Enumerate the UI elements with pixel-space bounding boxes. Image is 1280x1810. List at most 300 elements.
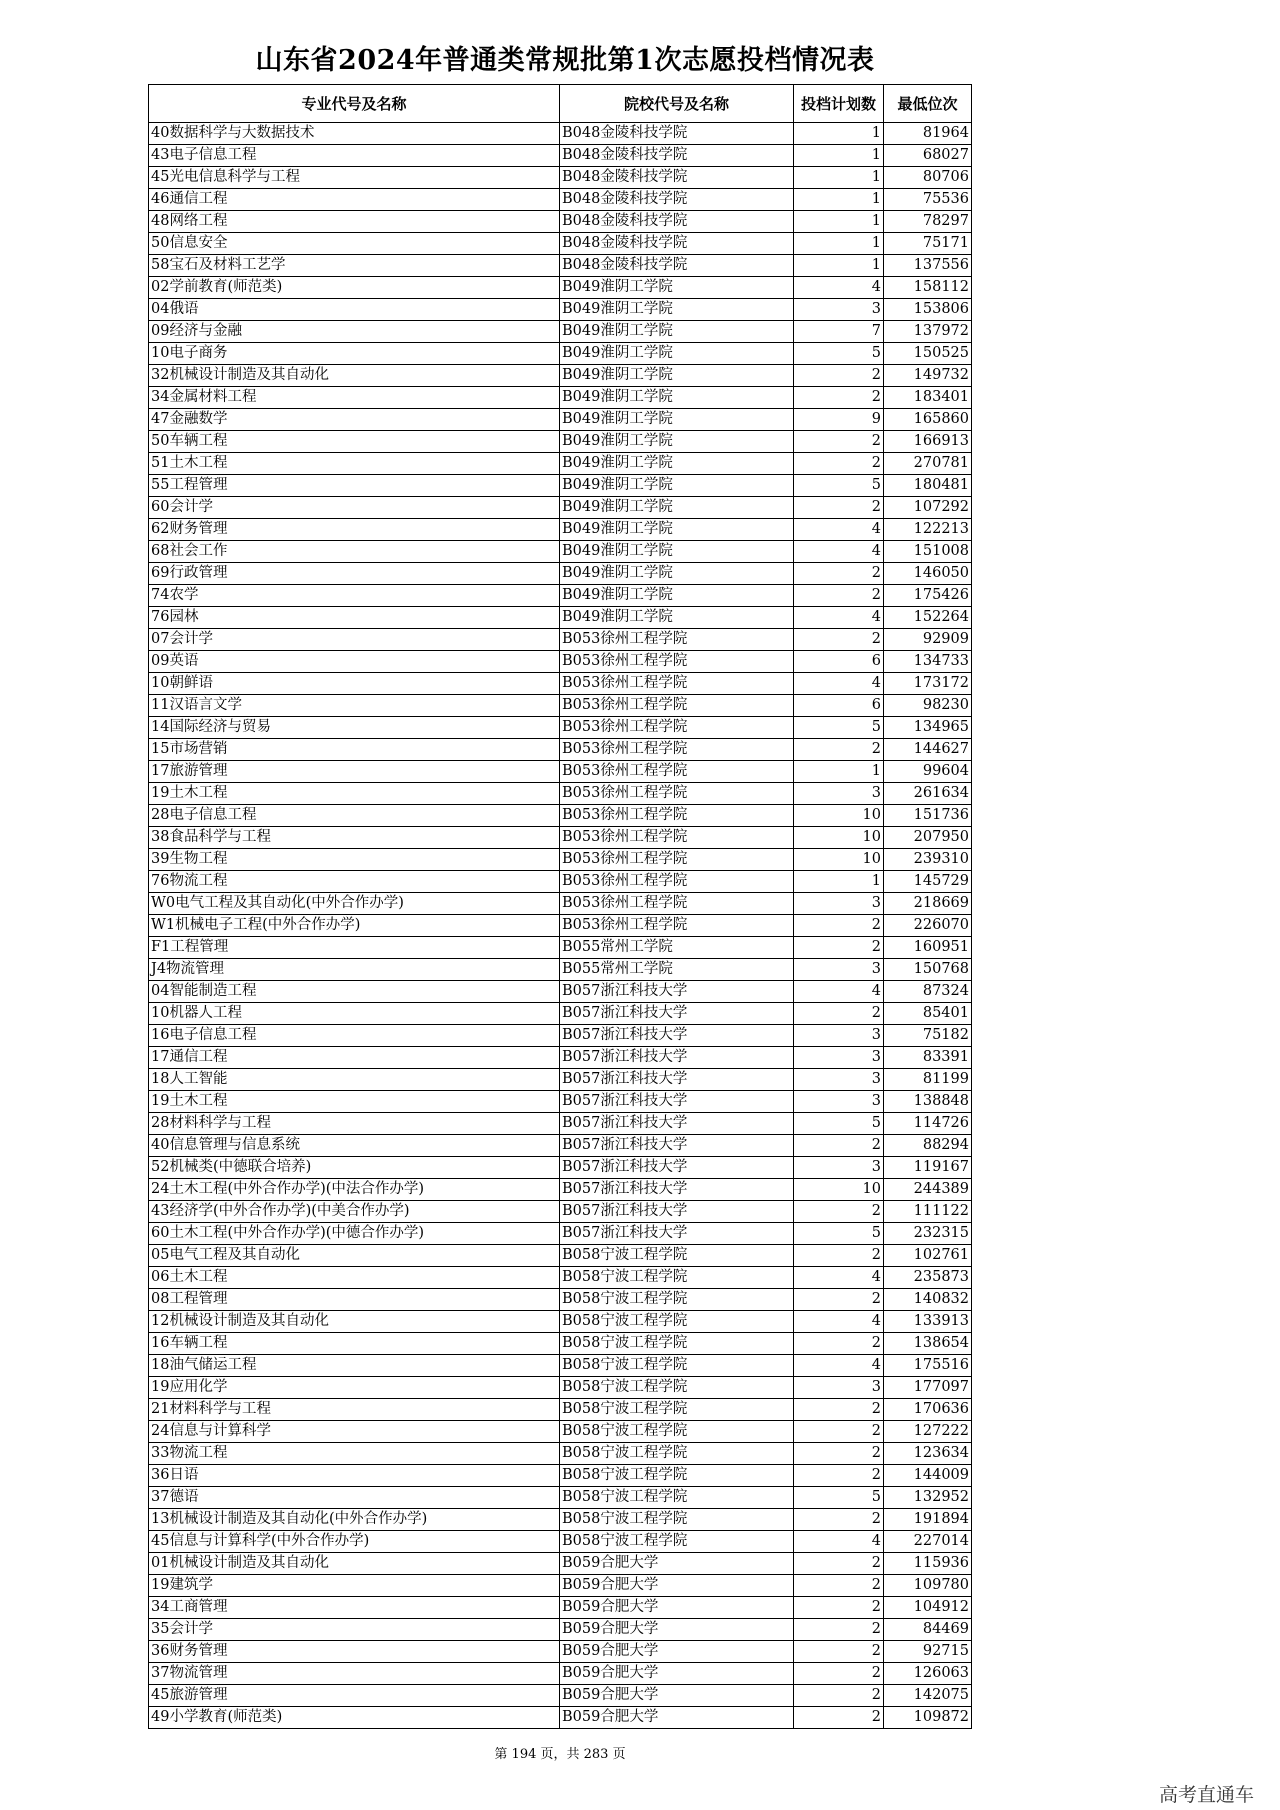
school-cell: B057浙江科技大学	[560, 1025, 794, 1047]
major-cell: 19土木工程	[149, 1091, 560, 1113]
school-cell: B049淮阴工学院	[560, 321, 794, 343]
table-row	[149, 1245, 972, 1267]
plan-count-cell: 2	[794, 1553, 884, 1575]
table-row	[149, 959, 972, 981]
table-row	[149, 321, 972, 343]
major-cell: 04俄语	[149, 299, 560, 321]
plan-count-cell: 2	[794, 1619, 884, 1641]
major-cell: 10朝鲜语	[149, 673, 560, 695]
table-row	[149, 1685, 972, 1707]
table-row	[149, 1091, 972, 1113]
plan-count-cell: 2	[794, 563, 884, 585]
table-row	[149, 981, 972, 1003]
table-row	[149, 1157, 972, 1179]
header-min-rank: 最低位次	[884, 85, 972, 123]
table-row	[149, 409, 972, 431]
min-rank-cell: 88294	[884, 1135, 972, 1157]
plan-count-cell: 2	[794, 1597, 884, 1619]
plan-count-cell: 9	[794, 409, 884, 431]
school-cell: B048金陵科技学院	[560, 145, 794, 167]
major-cell: 17旅游管理	[149, 761, 560, 783]
watermark: 高考直通车	[1158, 1784, 1254, 1806]
plan-count-cell: 1	[794, 189, 884, 211]
plan-count-cell: 2	[794, 1003, 884, 1025]
school-cell: B049淮阴工学院	[560, 475, 794, 497]
plan-count-cell: 3	[794, 1047, 884, 1069]
plan-count-cell: 3	[794, 959, 884, 981]
table-body	[149, 123, 972, 1729]
min-rank-cell: 152264	[884, 607, 972, 629]
school-cell: B059合肥大学	[560, 1597, 794, 1619]
major-cell: 49小学教育(师范类)	[149, 1707, 560, 1729]
table-row	[149, 189, 972, 211]
school-cell: B058宁波工程学院	[560, 1355, 794, 1377]
header-major: 专业代号及名称	[149, 85, 560, 123]
min-rank-cell: 151736	[884, 805, 972, 827]
major-cell: 21材料科学与工程	[149, 1399, 560, 1421]
school-cell: B059合肥大学	[560, 1641, 794, 1663]
min-rank-cell: 78297	[884, 211, 972, 233]
school-cell: B057浙江科技大学	[560, 1113, 794, 1135]
plan-count-cell: 2	[794, 739, 884, 761]
school-cell: B053徐州工程学院	[560, 893, 794, 915]
min-rank-cell: 104912	[884, 1597, 972, 1619]
table-row	[149, 1003, 972, 1025]
school-cell: B053徐州工程学院	[560, 783, 794, 805]
plan-count-cell: 1	[794, 871, 884, 893]
min-rank-cell: 261634	[884, 783, 972, 805]
major-cell: 07会计学	[149, 629, 560, 651]
plan-count-cell: 2	[794, 453, 884, 475]
table-row	[149, 717, 972, 739]
school-cell: B057浙江科技大学	[560, 1047, 794, 1069]
plan-count-cell: 2	[794, 1399, 884, 1421]
school-cell: B048金陵科技学院	[560, 123, 794, 145]
table-row	[149, 563, 972, 585]
school-cell: B053徐州工程学院	[560, 673, 794, 695]
plan-count-cell: 4	[794, 1311, 884, 1333]
major-cell: 43经济学(中外合作办学)(中美合作办学)	[149, 1201, 560, 1223]
plan-count-cell: 1	[794, 211, 884, 233]
table-row	[149, 673, 972, 695]
school-cell: B049淮阴工学院	[560, 387, 794, 409]
min-rank-cell: 239310	[884, 849, 972, 871]
min-rank-cell: 150525	[884, 343, 972, 365]
major-cell: 46通信工程	[149, 189, 560, 211]
min-rank-cell: 75182	[884, 1025, 972, 1047]
plan-count-cell: 5	[794, 1487, 884, 1509]
plan-count-cell: 2	[794, 1509, 884, 1531]
min-rank-cell: 144009	[884, 1465, 972, 1487]
plan-count-cell: 2	[794, 1443, 884, 1465]
min-rank-cell: 68027	[884, 145, 972, 167]
min-rank-cell: 207950	[884, 827, 972, 849]
major-cell: 13机械设计制造及其自动化(中外合作办学)	[149, 1509, 560, 1531]
major-cell: 34金属材料工程	[149, 387, 560, 409]
major-cell: 37物流管理	[149, 1663, 560, 1685]
school-cell: B053徐州工程学院	[560, 849, 794, 871]
school-cell: B058宁波工程学院	[560, 1531, 794, 1553]
plan-count-cell: 3	[794, 783, 884, 805]
min-rank-cell: 138654	[884, 1333, 972, 1355]
major-cell: 19土木工程	[149, 783, 560, 805]
min-rank-cell: 133913	[884, 1311, 972, 1333]
min-rank-cell: 177097	[884, 1377, 972, 1399]
table-row	[149, 541, 972, 563]
plan-count-cell: 3	[794, 893, 884, 915]
min-rank-cell: 75171	[884, 233, 972, 255]
major-cell: 55工程管理	[149, 475, 560, 497]
plan-count-cell: 4	[794, 1355, 884, 1377]
table-row	[149, 145, 972, 167]
plan-count-cell: 5	[794, 343, 884, 365]
table-row	[149, 431, 972, 453]
table-row	[149, 1311, 972, 1333]
major-cell: 45信息与计算科学(中外合作办学)	[149, 1531, 560, 1553]
major-cell: 47金融数学	[149, 409, 560, 431]
school-cell: B049淮阴工学院	[560, 585, 794, 607]
plan-count-cell: 2	[794, 1575, 884, 1597]
table-row	[149, 1443, 972, 1465]
school-cell: B059合肥大学	[560, 1553, 794, 1575]
major-cell: 06土木工程	[149, 1267, 560, 1289]
page-title: 山东省2024年普通类常规批第1次志愿投档情况表	[255, 45, 875, 76]
plan-count-cell: 3	[794, 299, 884, 321]
table-row	[149, 761, 972, 783]
min-rank-cell: 140832	[884, 1289, 972, 1311]
admission-table	[148, 84, 972, 1729]
major-cell: 04智能制造工程	[149, 981, 560, 1003]
major-cell: W0电气工程及其自动化(中外合作办学)	[149, 893, 560, 915]
plan-count-cell: 10	[794, 849, 884, 871]
min-rank-cell: 81964	[884, 123, 972, 145]
major-cell: 68社会工作	[149, 541, 560, 563]
major-cell: 45光电信息科学与工程	[149, 167, 560, 189]
school-cell: B053徐州工程学院	[560, 717, 794, 739]
min-rank-cell: 150768	[884, 959, 972, 981]
school-cell: B058宁波工程学院	[560, 1465, 794, 1487]
min-rank-cell: 119167	[884, 1157, 972, 1179]
min-rank-cell: 109872	[884, 1707, 972, 1729]
min-rank-cell: 151008	[884, 541, 972, 563]
school-cell: B055常州工学院	[560, 937, 794, 959]
table-header-row	[149, 85, 972, 123]
table-row	[149, 1377, 972, 1399]
table-row	[149, 1135, 972, 1157]
major-cell: 60土木工程(中外合作办学)(中德合作办学)	[149, 1223, 560, 1245]
school-cell: B059合肥大学	[560, 1663, 794, 1685]
major-cell: 45旅游管理	[149, 1685, 560, 1707]
min-rank-cell: 235873	[884, 1267, 972, 1289]
major-cell: 10电子商务	[149, 343, 560, 365]
plan-count-cell: 4	[794, 277, 884, 299]
min-rank-cell: 115936	[884, 1553, 972, 1575]
min-rank-cell: 80706	[884, 167, 972, 189]
min-rank-cell: 85401	[884, 1003, 972, 1025]
plan-count-cell: 2	[794, 629, 884, 651]
table-row	[149, 783, 972, 805]
plan-count-cell: 2	[794, 1685, 884, 1707]
min-rank-cell: 180481	[884, 475, 972, 497]
major-cell: 58宝石及材料工艺学	[149, 255, 560, 277]
plan-count-cell: 1	[794, 233, 884, 255]
major-cell: 18油气储运工程	[149, 1355, 560, 1377]
table-row	[149, 585, 972, 607]
school-cell: B049淮阴工学院	[560, 431, 794, 453]
plan-count-cell: 4	[794, 1267, 884, 1289]
major-cell: 62财务管理	[149, 519, 560, 541]
min-rank-cell: 160951	[884, 937, 972, 959]
school-cell: B048金陵科技学院	[560, 189, 794, 211]
school-cell: B053徐州工程学院	[560, 695, 794, 717]
school-cell: B049淮阴工学院	[560, 497, 794, 519]
min-rank-cell: 270781	[884, 453, 972, 475]
plan-count-cell: 2	[794, 1245, 884, 1267]
min-rank-cell: 75536	[884, 189, 972, 211]
min-rank-cell: 166913	[884, 431, 972, 453]
min-rank-cell: 122213	[884, 519, 972, 541]
plan-count-cell: 2	[794, 1641, 884, 1663]
table-row	[149, 1619, 972, 1641]
min-rank-cell: 227014	[884, 1531, 972, 1553]
plan-count-cell: 2	[794, 1707, 884, 1729]
table-row	[149, 1223, 972, 1245]
school-cell: B053徐州工程学院	[560, 739, 794, 761]
plan-count-cell: 5	[794, 1223, 884, 1245]
min-rank-cell: 170636	[884, 1399, 972, 1421]
plan-count-cell: 3	[794, 1069, 884, 1091]
major-cell: 08工程管理	[149, 1289, 560, 1311]
plan-count-cell: 3	[794, 1091, 884, 1113]
plan-count-cell: 7	[794, 321, 884, 343]
school-cell: B053徐州工程学院	[560, 761, 794, 783]
plan-count-cell: 1	[794, 145, 884, 167]
major-cell: 37德语	[149, 1487, 560, 1509]
plan-count-cell: 5	[794, 475, 884, 497]
school-cell: B049淮阴工学院	[560, 409, 794, 431]
min-rank-cell: 132952	[884, 1487, 972, 1509]
plan-count-cell: 2	[794, 1465, 884, 1487]
header-school: 院校代号及名称	[560, 85, 794, 123]
major-cell: 34工商管理	[149, 1597, 560, 1619]
min-rank-cell: 123634	[884, 1443, 972, 1465]
school-cell: B049淮阴工学院	[560, 277, 794, 299]
major-cell: 50信息安全	[149, 233, 560, 255]
plan-count-cell: 1	[794, 761, 884, 783]
major-cell: 51土木工程	[149, 453, 560, 475]
school-cell: B049淮阴工学院	[560, 343, 794, 365]
min-rank-cell: 127222	[884, 1421, 972, 1443]
major-cell: 10机器人工程	[149, 1003, 560, 1025]
min-rank-cell: 111122	[884, 1201, 972, 1223]
min-rank-cell: 92909	[884, 629, 972, 651]
major-cell: 24土木工程(中外合作办学)(中法合作办学)	[149, 1179, 560, 1201]
table-row	[149, 1509, 972, 1531]
school-cell: B058宁波工程学院	[560, 1377, 794, 1399]
plan-count-cell: 6	[794, 651, 884, 673]
plan-count-cell: 2	[794, 1201, 884, 1223]
table-row	[149, 519, 972, 541]
table-row	[149, 629, 972, 651]
major-cell: 09英语	[149, 651, 560, 673]
major-cell: F1工程管理	[149, 937, 560, 959]
min-rank-cell: 145729	[884, 871, 972, 893]
plan-count-cell: 2	[794, 585, 884, 607]
major-cell: 02学前教育(师范类)	[149, 277, 560, 299]
major-cell: 16车辆工程	[149, 1333, 560, 1355]
major-cell: 76园林	[149, 607, 560, 629]
school-cell: B058宁波工程学院	[560, 1267, 794, 1289]
table-row	[149, 1641, 972, 1663]
major-cell: 38食品科学与工程	[149, 827, 560, 849]
major-cell: J4物流管理	[149, 959, 560, 981]
major-cell: 18人工智能	[149, 1069, 560, 1091]
major-cell: 69行政管理	[149, 563, 560, 585]
school-cell: B048金陵科技学院	[560, 167, 794, 189]
major-cell: 17通信工程	[149, 1047, 560, 1069]
table-row	[149, 1531, 972, 1553]
major-cell: 01机械设计制造及其自动化	[149, 1553, 560, 1575]
plan-count-cell: 4	[794, 541, 884, 563]
school-cell: B057浙江科技大学	[560, 1157, 794, 1179]
school-cell: B058宁波工程学院	[560, 1443, 794, 1465]
plan-count-cell: 2	[794, 365, 884, 387]
school-cell: B057浙江科技大学	[560, 1135, 794, 1157]
major-cell: 15市场营销	[149, 739, 560, 761]
school-cell: B049淮阴工学院	[560, 541, 794, 563]
school-cell: B058宁波工程学院	[560, 1289, 794, 1311]
min-rank-cell: 244389	[884, 1179, 972, 1201]
school-cell: B058宁波工程学院	[560, 1421, 794, 1443]
min-rank-cell: 183401	[884, 387, 972, 409]
major-cell: 48网络工程	[149, 211, 560, 233]
min-rank-cell: 158112	[884, 277, 972, 299]
school-cell: B053徐州工程学院	[560, 915, 794, 937]
major-cell: 36日语	[149, 1465, 560, 1487]
min-rank-cell: 175516	[884, 1355, 972, 1377]
school-cell: B057浙江科技大学	[560, 1201, 794, 1223]
min-rank-cell: 165860	[884, 409, 972, 431]
major-cell: 14国际经济与贸易	[149, 717, 560, 739]
plan-count-cell: 2	[794, 431, 884, 453]
table-row	[149, 849, 972, 871]
min-rank-cell: 153806	[884, 299, 972, 321]
school-cell: B057浙江科技大学	[560, 1091, 794, 1113]
plan-count-cell: 4	[794, 1531, 884, 1553]
plan-count-cell: 3	[794, 1025, 884, 1047]
plan-count-cell: 6	[794, 695, 884, 717]
plan-count-cell: 4	[794, 673, 884, 695]
school-cell: B053徐州工程学院	[560, 827, 794, 849]
min-rank-cell: 107292	[884, 497, 972, 519]
min-rank-cell: 191894	[884, 1509, 972, 1531]
table-row	[149, 1333, 972, 1355]
plan-count-cell: 10	[794, 805, 884, 827]
plan-count-cell: 1	[794, 123, 884, 145]
plan-count-cell: 4	[794, 607, 884, 629]
table-row	[149, 1201, 972, 1223]
school-cell: B059合肥大学	[560, 1707, 794, 1729]
school-cell: B058宁波工程学院	[560, 1311, 794, 1333]
major-cell: 12机械设计制造及其自动化	[149, 1311, 560, 1333]
school-cell: B053徐州工程学院	[560, 629, 794, 651]
min-rank-cell: 126063	[884, 1663, 972, 1685]
table-row	[149, 1421, 972, 1443]
school-cell: B057浙江科技大学	[560, 1003, 794, 1025]
table-row	[149, 1575, 972, 1597]
school-cell: B057浙江科技大学	[560, 1069, 794, 1091]
min-rank-cell: 175426	[884, 585, 972, 607]
plan-count-cell: 2	[794, 1135, 884, 1157]
min-rank-cell: 81199	[884, 1069, 972, 1091]
school-cell: B058宁波工程学院	[560, 1399, 794, 1421]
major-cell: 35会计学	[149, 1619, 560, 1641]
plan-count-cell: 3	[794, 1157, 884, 1179]
school-cell: B058宁波工程学院	[560, 1245, 794, 1267]
table-row	[149, 1597, 972, 1619]
major-cell: W1机械电子工程(中外合作办学)	[149, 915, 560, 937]
plan-count-cell: 5	[794, 717, 884, 739]
school-cell: B058宁波工程学院	[560, 1509, 794, 1531]
min-rank-cell: 218669	[884, 893, 972, 915]
major-cell: 43电子信息工程	[149, 145, 560, 167]
min-rank-cell: 226070	[884, 915, 972, 937]
min-rank-cell: 144627	[884, 739, 972, 761]
school-cell: B049淮阴工学院	[560, 607, 794, 629]
table-row	[149, 1267, 972, 1289]
plan-count-cell: 1	[794, 167, 884, 189]
table-row	[149, 1069, 972, 1091]
table-row	[149, 915, 972, 937]
table-row	[149, 695, 972, 717]
school-cell: B049淮阴工学院	[560, 519, 794, 541]
school-cell: B057浙江科技大学	[560, 1223, 794, 1245]
major-cell: 40信息管理与信息系统	[149, 1135, 560, 1157]
min-rank-cell: 138848	[884, 1091, 972, 1113]
school-cell: B049淮阴工学院	[560, 453, 794, 475]
school-cell: B053徐州工程学院	[560, 871, 794, 893]
major-cell: 28电子信息工程	[149, 805, 560, 827]
min-rank-cell: 134733	[884, 651, 972, 673]
table-row	[149, 365, 972, 387]
plan-count-cell: 5	[794, 1113, 884, 1135]
table-row	[149, 1487, 972, 1509]
major-cell: 05电气工程及其自动化	[149, 1245, 560, 1267]
table-row	[149, 651, 972, 673]
table-row	[149, 475, 972, 497]
min-rank-cell: 98230	[884, 695, 972, 717]
plan-count-cell: 2	[794, 387, 884, 409]
school-cell: B053徐州工程学院	[560, 805, 794, 827]
table-row	[149, 937, 972, 959]
page-number: 第 194 页，共 283 页	[494, 1747, 626, 1762]
school-cell: B048金陵科技学院	[560, 211, 794, 233]
major-cell: 33物流工程	[149, 1443, 560, 1465]
school-cell: B049淮阴工学院	[560, 365, 794, 387]
min-rank-cell: 146050	[884, 563, 972, 585]
major-cell: 74农学	[149, 585, 560, 607]
table-row	[149, 233, 972, 255]
school-cell: B048金陵科技学院	[560, 255, 794, 277]
min-rank-cell: 99604	[884, 761, 972, 783]
school-cell: B059合肥大学	[560, 1685, 794, 1707]
min-rank-cell: 83391	[884, 1047, 972, 1069]
table-row	[149, 1047, 972, 1069]
school-cell: B057浙江科技大学	[560, 1179, 794, 1201]
min-rank-cell: 87324	[884, 981, 972, 1003]
major-cell: 50车辆工程	[149, 431, 560, 453]
major-cell: 40数据科学与大数据技术	[149, 123, 560, 145]
